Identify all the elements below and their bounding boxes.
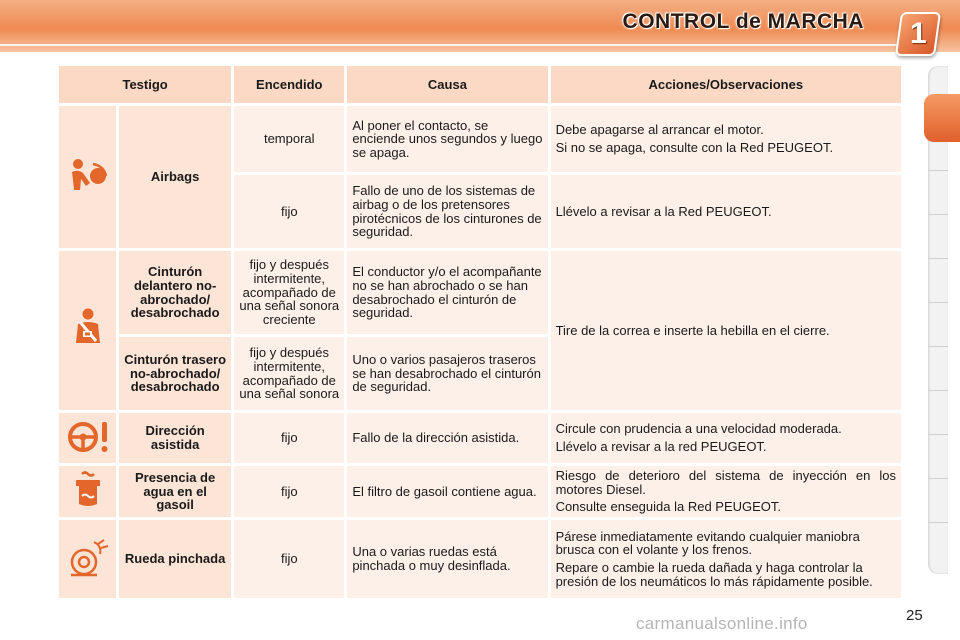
- accion-text: Párese inmediatamente evitando cualquier maniobra brusca con el volante y los frenos.: [555, 528, 860, 558]
- power-steering-icon-cell: [59, 413, 116, 463]
- table-row: [59, 413, 901, 463]
- tyre-pressure-icon-cell: [59, 520, 116, 598]
- tab-divider: [928, 522, 948, 523]
- table-row: [59, 106, 901, 172]
- encendido-cell: fijo y después intermitente, acompañado de una señal sonora creciente: [234, 251, 344, 334]
- table-header-row: [59, 66, 901, 103]
- header-rule: [0, 44, 900, 46]
- encendido-cell: fijo: [234, 175, 344, 248]
- power-steering-icon: [65, 417, 111, 457]
- causa-cell: Fallo de la dirección asistida.: [347, 413, 547, 463]
- column-header-encendido: Encendido: [234, 66, 344, 103]
- page-title: CONTROL de MARCHA: [622, 10, 864, 33]
- airbag-icon: [66, 156, 110, 196]
- encendido-cell: fijo: [234, 466, 344, 517]
- warning-lights-table: [56, 63, 904, 601]
- accion-text: Repare o cambie la rueda dañada y haga controlar la presión de los neumáticos lo más rápidamente posible.: [555, 560, 873, 589]
- tab-divider: [928, 478, 948, 479]
- warning-name: Presencia de agua en el gasoil: [119, 466, 231, 517]
- acciones-cell: [551, 466, 901, 517]
- causa-cell: El conductor y/o el acompañante no se han abrochado o se han desabrochado el cinturón de seguridad.: [347, 251, 547, 334]
- accion-text: Consulte enseguida la Red PEUGEOT.: [555, 499, 782, 515]
- acciones-cell: [551, 520, 901, 598]
- water-in-diesel-icon: [70, 470, 106, 510]
- warning-name: Airbags: [119, 106, 231, 248]
- tab-divider: [928, 214, 948, 215]
- water-in-diesel-icon-cell: [59, 466, 116, 517]
- column-header-testigo: Testigo: [59, 66, 231, 103]
- acciones-cell: [551, 251, 901, 410]
- airbag-icon-cell: [59, 106, 116, 248]
- chapter-number: 1: [909, 17, 927, 50]
- encendido-cell: temporal: [234, 106, 344, 172]
- seatbelt-icon: [68, 307, 108, 351]
- acciones-cell: [551, 413, 901, 463]
- encendido-cell: fijo: [234, 413, 344, 463]
- encendido-cell: fijo y después intermitente, acompañado de una señal sonora: [234, 337, 344, 410]
- tab-divider: [928, 170, 948, 171]
- accion-text: Tire de la correa e inserte la hebilla en el cierre.: [555, 322, 830, 338]
- accion-text: Debe apagarse al arrancar el motor.: [555, 122, 764, 138]
- accion-text: Llévelo a revisar a la Red PEUGEOT.: [555, 203, 772, 219]
- tyre-pressure-icon: [66, 538, 110, 578]
- chapter-tab-active[interactable]: [924, 94, 960, 142]
- watermark: carmanualsonline.info: [636, 614, 808, 633]
- warning-name: Dirección asistida: [119, 413, 231, 463]
- tab-divider: [928, 434, 948, 435]
- chapter-tabs: [928, 66, 948, 574]
- table-row: [59, 520, 901, 598]
- accion-text: Si no se apaga, consulte con la Red PEUGEOT.: [555, 140, 834, 155]
- table-row: [59, 466, 901, 517]
- encendido-cell: fijo: [234, 520, 344, 598]
- accion-text: Circule con prudencia a una velocidad moderada.: [555, 421, 842, 437]
- tab-divider: [928, 346, 948, 347]
- column-header-causa: Causa: [347, 66, 547, 103]
- warning-name: Cinturón delantero no-abrochado/ desabrochado: [119, 251, 231, 334]
- accion-text: Llévelo a revisar a la red PEUGEOT.: [555, 439, 767, 454]
- column-header-acciones: Acciones/Observaciones: [551, 66, 901, 103]
- causa-cell: Fallo de uno de los sistemas de airbag o de los pretensores pirotécnicos de los cinturones de seguridad.: [347, 175, 547, 248]
- accion-text: Riesgo de deterioro del sistema de inyección en los motores Diesel.: [555, 468, 896, 497]
- acciones-cell: [551, 106, 901, 172]
- seatbelt-icon-cell: [59, 251, 116, 410]
- causa-cell: Al poner el contacto, se enciende unos segundos y luego se apaga.: [347, 106, 547, 172]
- tab-divider: [928, 390, 948, 391]
- warning-name: Cinturón trasero no-abrochado/ desabrochado: [119, 337, 231, 410]
- acciones-cell: [551, 175, 901, 248]
- causa-cell: Uno o varios pasajeros traseros se han desabrochado el cinturón de seguridad.: [347, 337, 547, 410]
- chapter-badge: [895, 12, 941, 56]
- page-number: 25: [906, 607, 923, 624]
- tab-divider: [928, 302, 948, 303]
- causa-cell: El filtro de gasoil contiene agua.: [347, 466, 547, 517]
- warning-name: Rueda pinchada: [119, 520, 231, 598]
- tab-divider: [928, 258, 948, 259]
- causa-cell: Una o varias ruedas está pinchada o muy desinflada.: [347, 520, 547, 598]
- table-row: [59, 251, 901, 334]
